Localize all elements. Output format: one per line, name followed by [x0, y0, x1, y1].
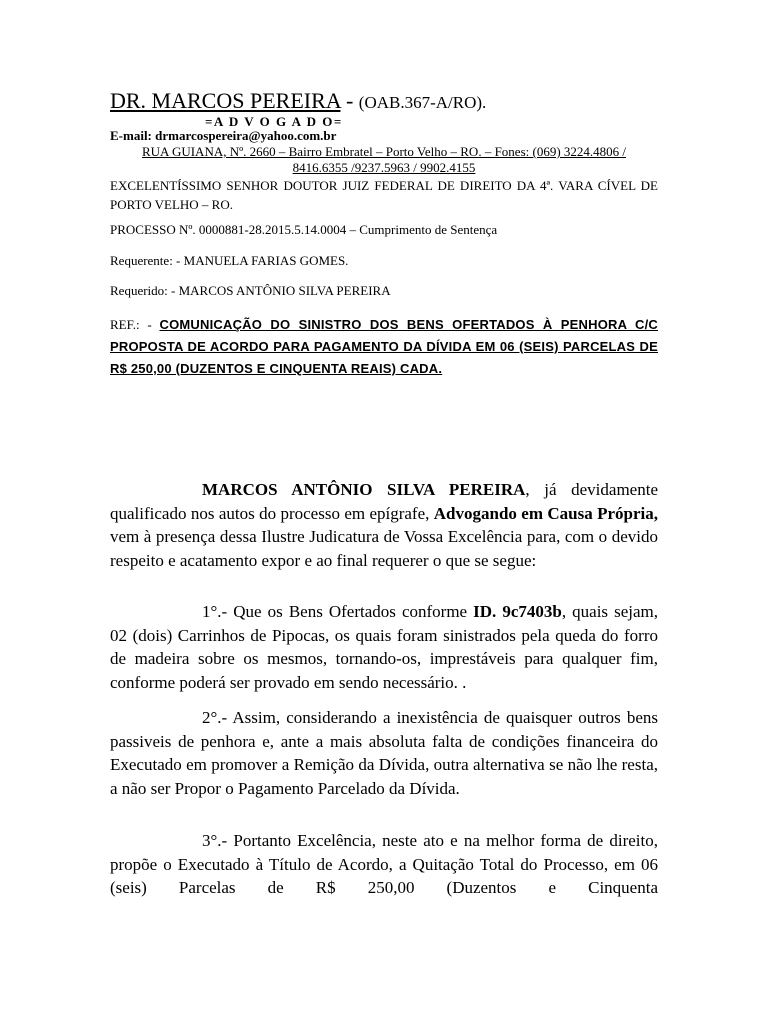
case-number: PROCESSO Nº. 0000881-28.2015.5.14.0004 – Cumprimento de Sentença — [110, 222, 498, 237]
addressee: EXCELENTÍSSIMO SENHOR DOUTOR JUIZ FEDERAL DE DIREITO DA 4ª. VARA CÍVEL DE PORTO VELHO – RO. — [110, 178, 658, 212]
item-3-text: Portanto Excelência, neste ato e na melhor forma de direito, propõe o Executado à Título de Acordo, a Quitação Total do Processo, em 06 (seis) Parcelas de R$ 250,00 (Duzentos e Cinquenta — [110, 831, 658, 897]
reference-label: REF.: - — [110, 317, 160, 332]
item-1-paragraph — [110, 600, 658, 694]
reference-block — [110, 314, 658, 380]
party-name: MARCOS ANTÔNIO SILVA PEREIRA — [202, 480, 526, 499]
letterhead-title — [110, 88, 658, 116]
title-dash: - — [340, 88, 359, 113]
lawyer-email: E-mail: drmarcospereira@yahoo.com.br — [110, 128, 337, 143]
item-3-number: 3°.- — [202, 831, 228, 850]
intro-text-a: , já devidamente qualificado nos autos do processo em epígrafe, — [110, 480, 658, 523]
item-1-number: 1°.- — [202, 602, 228, 621]
intro-paragraph — [110, 478, 658, 572]
item-1-text-a: Que os Bens Ofertados conforme — [227, 602, 474, 621]
lawyer-role: =A D V O G A D O= — [205, 114, 343, 129]
item-2-number: 2°.- — [202, 708, 228, 727]
reference-subject: COMUNICAÇÃO DO SINISTRO DOS BENS OFERTADOS À PENHORA C/C PROPOSTA DE ACORDO PARA PAGAMENTO DA DÍVIDA EM 06 (SEIS) PARCELAS DE R$ 250,00 (DUZENTOS E CINQUENTA REAIS) CADA. — [110, 317, 659, 376]
item-3-paragraph — [110, 829, 658, 899]
item-2-paragraph — [110, 706, 658, 800]
plaintiff: Requerente: - MANUELA FARIAS GOMES. — [110, 253, 349, 268]
oab-number: (OAB.367-A/RO). — [358, 93, 487, 112]
item-1-id: ID. 9c7403b — [473, 602, 562, 621]
item-1-text-b: , quais sejam, 02 (dois) Carrinhos de Pipocas, os quais foram sinistrados pela queda do forro de madeira sobre os mesmos, tornando-os, imprestáveis para qualquer fim, conforme poderá ser provado em sendo necessário. . — [110, 602, 658, 692]
lawyer-address — [110, 144, 658, 176]
address-line-1: RUA GUIANA, Nº. 2660 – Bairro Embratel – Porto Velho – RO. – Fones: (069) 3224.4806 / — [141, 144, 627, 159]
item-2-text: Assim, considerando a inexistência de quaisquer outros bens passiveis de penhora e, ante a mais absoluta falta de condições financeira do Executado em promover a Remição da Dívida, outra alternativa se não lhe resta, a não ser Propor o Pagamento Parcelado da Dívida. — [110, 708, 658, 798]
lawyer-name: DR. MARCOS PEREIRA — [110, 88, 341, 113]
defendant: Requerido: - MARCOS ANTÔNIO SILVA PEREIRA — [110, 283, 391, 298]
intro-bold: Advogando em Causa Própria, — [433, 503, 658, 523]
address-line-2: 8416.6355 /9237.5963 / 9902.4155 — [292, 160, 476, 175]
intro-text-c: vem à presença dessa Ilustre Judicatura de Vossa Excelência para, com o devido respeito e acatamento expor e ao final requerer o que se segue: — [110, 527, 658, 570]
